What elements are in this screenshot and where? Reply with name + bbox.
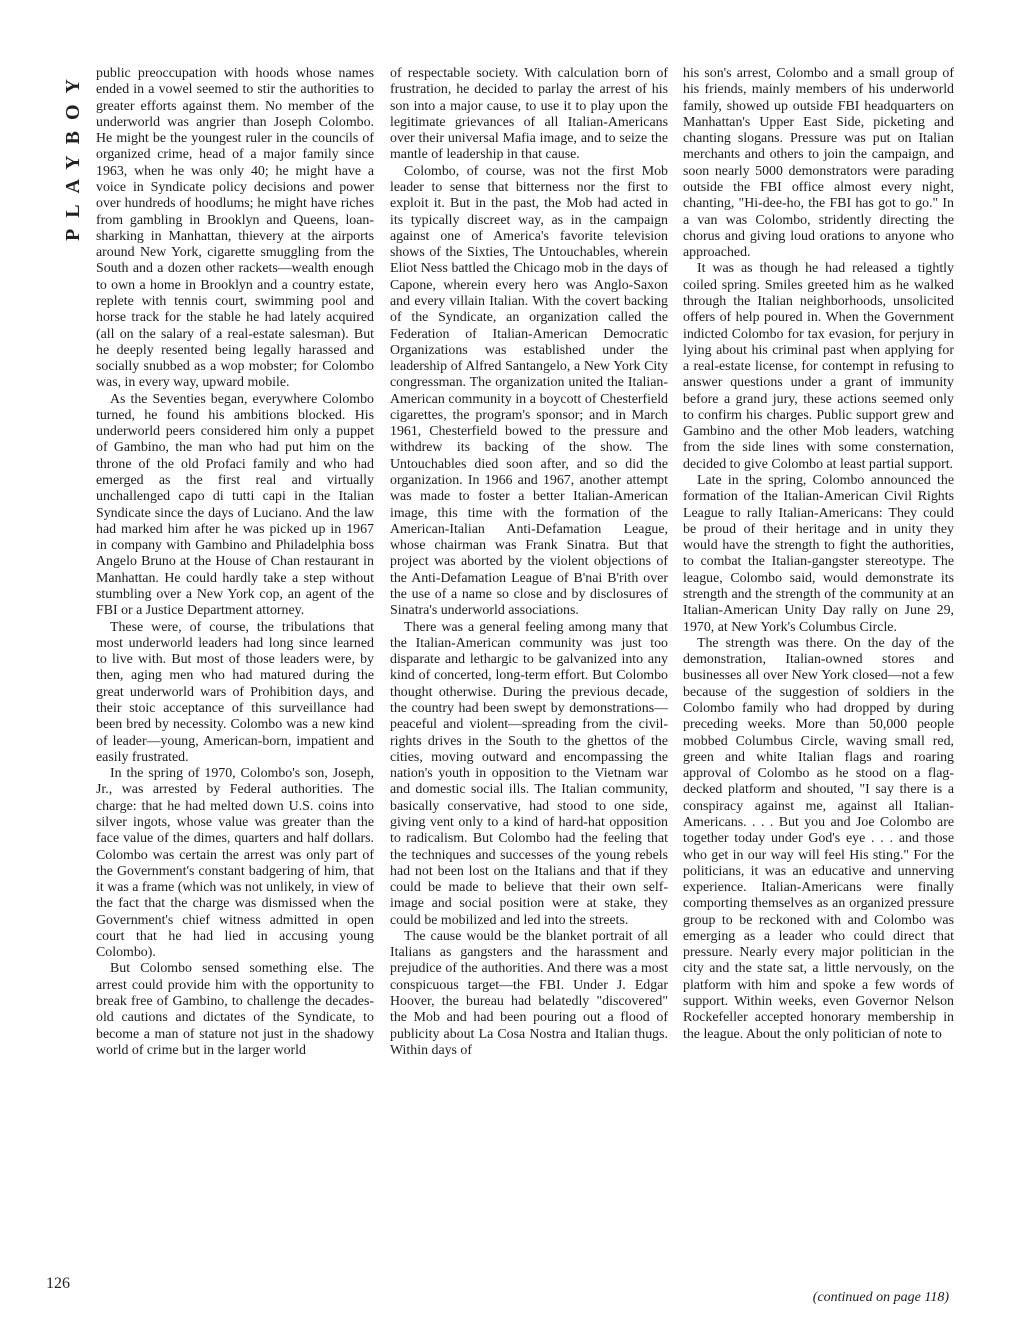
paragraph: But Colombo sensed something else. The arrest could provide him with the opportunity to break free of Gambino, to challenge the decades-old cautions and dictates of the Syndicate, to become a man of stature not just in the shadowy world of crime but in the larger world [96, 961, 374, 1058]
magazine-logo: PLAYBOY [62, 68, 84, 242]
text-column-2 [390, 66, 668, 1059]
paragraph: Colombo, of course, was not the first Mob leader to sense that bitterness nor the first to exploit it. But in the past, the Mob had acted in its typically discreet way, as in the campaign against one of America's favorite television shows of the Sixties, The Untouchables, wherein Eliot Ness battled the Chicago mob in the days of Capone, wherein every hero was Anglo-Saxon and every villain Italian. With the covert backing of the Syndicate, an organization called the Federation of Italian-American Democratic Organizations was established under the leadership of Alfred Santangelo, a New York City congressman. The organization united the Italian-American community in a boycott of Chesterfield cigarettes, the program's sponsor; and in March 1961, Chesterfield bowed to the pressure and withdrew its backing of the show. The Untouchables died soon after, and so did the organization. In 1966 and 1967, another attempt was made to foster a better Italian-American image, this time with the formation of the American-Italian Anti-Defamation League, whose chairman was Frank Sinatra. But that project was aborted by the violent objections of the Anti-Defamation League of B'nai B'rith over the use of a name so close and by disclosures of Sinatra's underworld associations. [390, 163, 668, 619]
paragraph: of respectable society. With calculation born of frustration, he decided to parlay the arrest of his son into a major cause, to use it to play upon the legitimate grievances of all Italian-Americans over their universal Mafia image, and to seize the mantle of leadership in that cause. [390, 66, 668, 163]
paragraph: Late in the spring, Colombo announced the formation of the Italian-American Civil Rights League to rally Italian-Americans: They could be proud of their heritage and in unity they would have the strength to fight the authorities, to combat the Italian-gangster stereotype. The league, Colombo said, would demonstrate its strength and the strength of the community at an Italian-American Unity Day rally on June 29, 1970, at New York's Columbus Circle. [683, 473, 954, 635]
paragraph: The cause would be the blanket portrait of all Italians as gangsters and the harassment and prejudice of the authorities. And there was a most conspicuous target—the FBI. Under J. Edgar Hoover, the bureau had belatedly "discovered" the Mob and had been pouring out a flood of publicity about La Cosa Nostra and Italian thugs. Within days of [390, 928, 668, 1058]
paragraph: As the Seventies began, everywhere Colombo turned, he found his ambitions blocked. His underworld peers considered him only a puppet of Gambino, the man who had put him on the throne of the old Profaci family and who had emerged as the first real and virtually unchallenged capo di tutti capi in the Italian Syndicate since the days of Luciano. And the law had marked him after he was picked up in 1967 in company with Gambino and Philadelphia boss Angelo Bruno at the House of Chan restaurant in Manhattan. He could hardly take a step without stumbling over a New York cop, an agent of the FBI or a Justice Department attorney. [96, 391, 374, 619]
text-column-3 [683, 66, 954, 1043]
paragraph: his son's arrest, Colombo and a small group of his friends, mainly members of his underworld family, showed up outside FBI headquarters on Manhattan's Upper East Side, picketing and chanting slogans. Pressure was put on Italian merchants and others to join the campaign, and soon nearly 5000 demonstrators were parading outside the FBI office almost every night, chanting, "Hi-dee-ho, the FBI has got to go." In a van was Colombo, stridently directing the chorus and giving loud orations to anyone who approached. [683, 66, 954, 261]
paragraph: public preoccupation with hoods whose names ended in a vowel seemed to stir the authorities to greater efforts against them. No member of the underworld was angrier than Joseph Colombo. He might be the youngest ruler in the councils of organized crime, head of a major family since 1963, when he was only 40; he might have a voice in Syndicate policy decisions and power over hundreds of hoodlums; he might have riches from gambling in Brooklyn and Queens, loan-sharking in Manhattan, thievery at the airports around New York, cigarette smuggling from the South and a dozen other rackets—wealth enough to own a home in Brooklyn and a country estate, replete with tennis court, swimming pool and horse track for the stable he had lately acquired (all on the salary of a real-estate salesman). But he deeply resented being legally harassed and socially snubbed as a wop mobster; for Colombo was, in every way, upward mobile. [96, 66, 374, 391]
page-number: 126 [46, 1275, 70, 1292]
paragraph: These were, of course, the tribulations that most underworld leaders had long since learned to live with. But most of those leaders were, by then, aging men who had matured during the great underworld wars of Prohibition days, and their stoic acceptance of this surveillance had been bred by necessity. Colombo was a new kind of leader—young, American-born, impatient and easily frustrated. [96, 619, 374, 765]
text-column-1 [96, 66, 374, 1059]
paragraph: In the spring of 1970, Colombo's son, Joseph, Jr., was arrested by Federal authorities. The charge: that he had melted down U.S. coins into silver ingots, whose value was greater than the face value of the dimes, quarters and half dollars. Colombo was certain the arrest was only part of the Government's constant badgering of him, that it was a frame (which was not unlikely, in view of the fact that the charge was dismissed when the Government's chief witness admitted in open court that he had lied in accusing young Colombo). [96, 766, 374, 961]
paragraph: The strength was there. On the day of the demonstration, Italian-owned stores and businesses all over New York closed—not a few because of the suggestion of soldiers in the Colombo family who had dropped by during preceding weeks. More than 50,000 people mobbed Columbus Circle, waving small red, green and white Italian flags and roaring approval of Colombo as he stood on a flag-decked platform and shouted, "I say there is a conspiracy against me, against all Italian-Americans. . . . But you and Joe Colombo are together today under God's eye . . . and those who get in our way will feel His sting." For the politicians, it was an educative and unnerving experience. Italian-Americans were finally comporting themselves as an organized pressure group to be reckoned with and Colombo was emerging as a leader who could direct that pressure. Nearly every major politician in the city and the state sat, a little nervously, on the platform with him and spoke a few words of support. Within weeks, even Governor Nelson Rockefeller accepted honorary membership in the league. About the only politician of note to [683, 635, 954, 1042]
paragraph: There was a general feeling among many that the Italian-American community was just too disparate and lethargic to be galvanized into any kind of concerted, long-term effort. But Colombo thought otherwise. During the previous decade, the country had been swept by demonstrations—peaceful and violent—spreading from the civil-rights drives in the South to the ghettos of the cities, moving outward and encompassing the nation's youth in opposition to the Vietnam war and domestic social ills. The Italian community, basically conservative, had stood to one side, giving vent only to a kind of hard-hat opposition to radicalism. But Colombo had the feeling that the techniques and successes of the young rebels had not been lost on the Italians and that if they could be made to believe that their own self-image and social position were at stake, they could be mobilized and led into the streets. [390, 619, 668, 928]
continued-note: (continued on page 118) [812, 1290, 949, 1305]
paragraph: It was as though he had released a tightly coiled spring. Smiles greeted him as he walked through the Italian neighborhoods, unsolicited offers of help poured in. When the Government indicted Colombo for tax evasion, for perjury in lying about his criminal past when applying for a real-estate license, for contempt in refusing to answer questions under a grant of immunity before a grand jury, these actions seemed only to confirm his charges. Public support grew and Gambino and the other Mob leaders, watching from the side lines with some consternation, decided to give Colombo at least partial support. [683, 261, 954, 472]
